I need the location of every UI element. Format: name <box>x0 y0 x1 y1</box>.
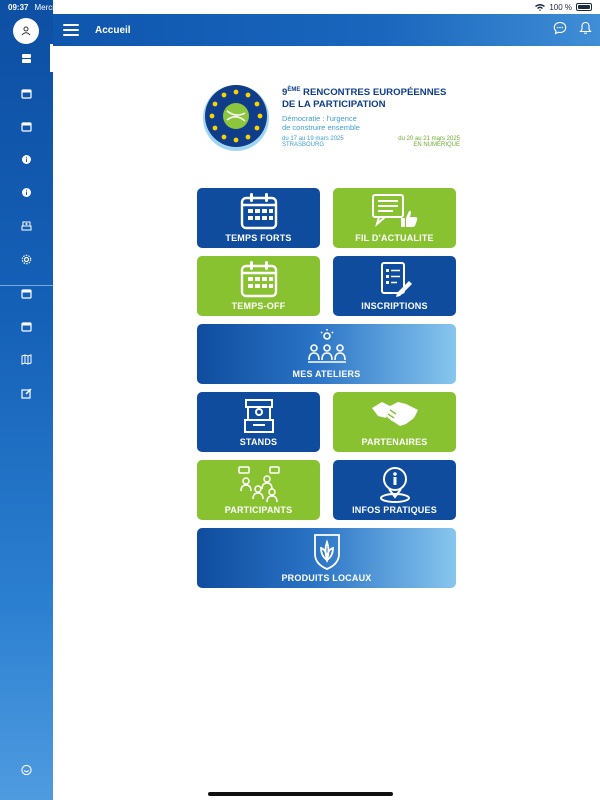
sidebar-divider <box>0 285 53 286</box>
sidebar-gear-icon[interactable] <box>21 254 32 265</box>
form-icon <box>375 260 415 303</box>
tile-inscriptions[interactable] <box>333 256 456 316</box>
event-date1: du 17 au 19 mars 2025 <box>282 136 344 143</box>
tile-label: INSCRIPTIONS <box>361 301 428 311</box>
workshop-icon <box>305 328 349 373</box>
handshake-icon <box>370 396 420 439</box>
event-date2: du 20 au 21 mars 2025 <box>398 136 460 143</box>
sidebar-calendar-icon[interactable] <box>21 321 32 332</box>
sidebar <box>0 0 53 800</box>
avatar[interactable] <box>13 18 39 44</box>
bell-icon[interactable] <box>579 21 592 40</box>
sidebar-calendar-icon[interactable] <box>21 288 32 299</box>
battery-icon <box>576 3 592 11</box>
wifi-icon <box>535 3 545 11</box>
status-time: 09:37 <box>8 2 29 12</box>
tile-label: PARTICIPANTS <box>224 505 293 515</box>
calendar-icon <box>239 192 279 235</box>
tile-label: PRODUITS LOCAUX <box>281 573 372 583</box>
tile-infos-pratiques[interactable] <box>333 460 456 520</box>
event-place2: EN NUMÉRIQUE <box>413 142 460 149</box>
support-icon[interactable] <box>21 764 32 775</box>
user-icon <box>21 26 31 36</box>
event-dates <box>282 136 460 148</box>
tile-temps-off[interactable] <box>197 256 320 316</box>
leaf-badge-icon <box>311 532 343 577</box>
calendar-icon <box>239 260 279 303</box>
tile-stands[interactable] <box>197 392 320 452</box>
tile-temps-forts[interactable] <box>197 188 320 248</box>
tile-produits-locaux[interactable] <box>197 528 456 588</box>
tile-mes-ateliers[interactable] <box>197 324 456 384</box>
event-logo <box>200 80 460 160</box>
sidebar-stands-icon[interactable] <box>21 220 32 231</box>
event-subtitle: Démocratie : l'urgence de construire ensemble <box>282 114 360 133</box>
tile-label: INFOS PRATIQUES <box>352 505 437 515</box>
participants-icon <box>236 464 282 509</box>
tile-label: TEMPS FORTS <box>225 233 292 243</box>
tile-label: STANDS <box>239 437 278 447</box>
top-bar <box>53 14 600 46</box>
tile-participants[interactable] <box>197 460 320 520</box>
status-right <box>535 3 592 12</box>
tile-fil-actualite[interactable] <box>333 188 456 248</box>
page-title: Accueil <box>95 24 131 36</box>
status-bar <box>0 0 600 14</box>
tile-label: PARTENAIRES <box>361 437 428 447</box>
sidebar-map-icon[interactable] <box>21 354 32 365</box>
sidebar-edit-icon[interactable] <box>21 388 32 399</box>
home-indicator[interactable] <box>208 792 393 796</box>
info-pin-icon <box>375 464 415 509</box>
eu-stars-logo-icon <box>200 80 270 150</box>
home-icon[interactable] <box>21 53 32 64</box>
tile-label: TEMPS-OFF <box>231 301 286 311</box>
battery-percent: 100 % <box>549 2 572 12</box>
tile-partenaires[interactable] <box>333 392 456 452</box>
stand-icon <box>241 396 277 441</box>
sidebar-calendar-icon[interactable] <box>21 88 32 99</box>
status-date: Mercredi 12 février <box>34 2 102 12</box>
sidebar-info-icon[interactable] <box>21 187 32 198</box>
event-title-line2: DE LA PARTICIPATION <box>282 99 386 111</box>
tile-label: MES ATELIERS <box>292 369 361 379</box>
sidebar-info-icon[interactable] <box>21 154 32 165</box>
tile-label: FIL D'ACTUALITE <box>355 233 434 243</box>
news-thumbs-icon <box>369 192 421 235</box>
chat-icon[interactable] <box>553 21 567 40</box>
sidebar-calendar-icon[interactable] <box>21 121 32 132</box>
event-title-line1: 9ÈME RENCONTRES EUROPÉENNES <box>282 87 447 99</box>
menu-icon[interactable] <box>63 24 79 36</box>
event-place1: STRASBOURG <box>282 142 325 149</box>
